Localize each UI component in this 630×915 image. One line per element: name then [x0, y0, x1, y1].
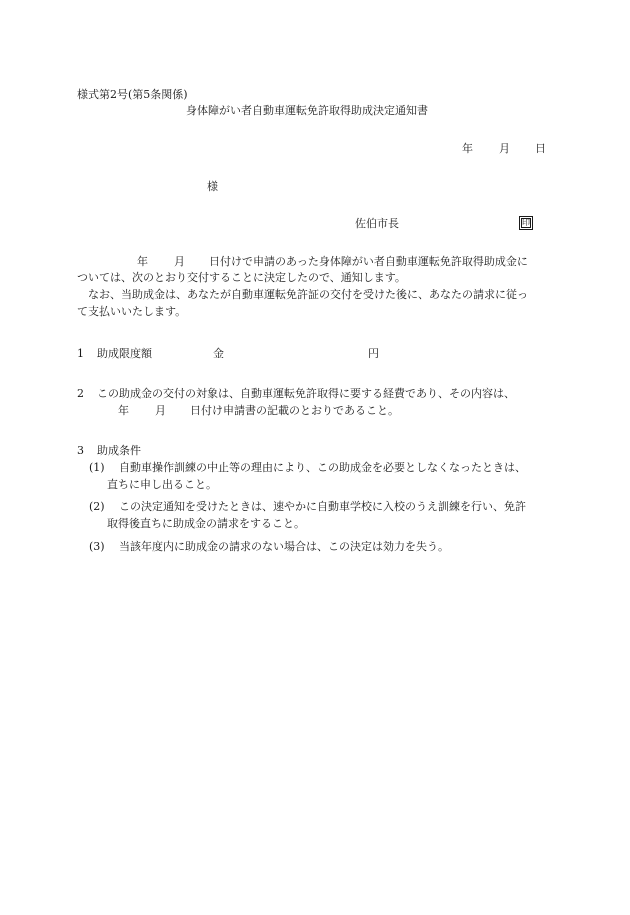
date-month-label: 月: [499, 142, 510, 155]
body-p2-line1: なお、当助成金は、あなたが自動車運転免許証の交付を受けた後に、あなたの請求に従っ: [88, 288, 528, 301]
document-title: 身体障がい者自動車運転免許取得助成決定通知書: [186, 104, 428, 117]
body-p1-month: 月: [174, 255, 185, 268]
body-p2-line2: て支払いいたします。: [77, 305, 187, 318]
section2-month: 月: [155, 404, 166, 417]
condition-3-number: (3): [89, 540, 105, 553]
date-year-label: 年: [462, 142, 473, 155]
section3-heading: 助成条件: [97, 444, 141, 457]
section1-kin: 金: [213, 347, 224, 360]
issuer-name: 佐伯市長: [355, 217, 399, 230]
condition-3-line1: 当該年度内に助成金の請求のない場合は、この決定は効力を失う。: [119, 540, 449, 553]
condition-1-line2: 直ちに申し出ること。: [107, 478, 217, 491]
section2-line1: この助成金の交付の対象は、自動車運転免許取得に要する経費であり、その内容は、: [97, 387, 515, 400]
section2-number: 2: [77, 387, 84, 400]
date-day-label: 日: [535, 142, 546, 155]
section1-yen: 円: [368, 347, 379, 360]
section3-number: 3: [77, 444, 84, 457]
section1-label: 助成限度額: [97, 347, 152, 360]
section2-year: 年: [118, 404, 129, 417]
condition-2-line2: 取得後直ちに助成金の請求をすること。: [107, 517, 305, 530]
addressee-suffix: 様: [207, 180, 218, 193]
condition-2-number: (2): [89, 500, 105, 513]
body-p1-text: 日付けで申請のあった身体障がい者自動車運転免許取得助成金に: [209, 255, 528, 268]
official-seal: [519, 216, 533, 230]
section1-number: 1: [77, 347, 84, 360]
condition-1-line1: 自動車操作訓練の中止等の理由により、この助成金を必要としなくなったときは、: [119, 461, 526, 474]
condition-2-line1: この決定通知を受けたときは、速やかに自動車学校に入校のうえ訓練を行い、免許: [119, 500, 526, 513]
condition-1-number: (1): [89, 461, 105, 474]
body-p1-line2: ついては、次のとおり交付することに決定したので、通知します。: [77, 271, 406, 284]
section2-line2: 日付け申請書の記載のとおりであること。: [190, 404, 399, 417]
seal-character: 印: [522, 218, 530, 227]
form-number: 様式第2号(第5条関係): [77, 88, 188, 101]
body-p1-year: 年: [137, 255, 148, 268]
